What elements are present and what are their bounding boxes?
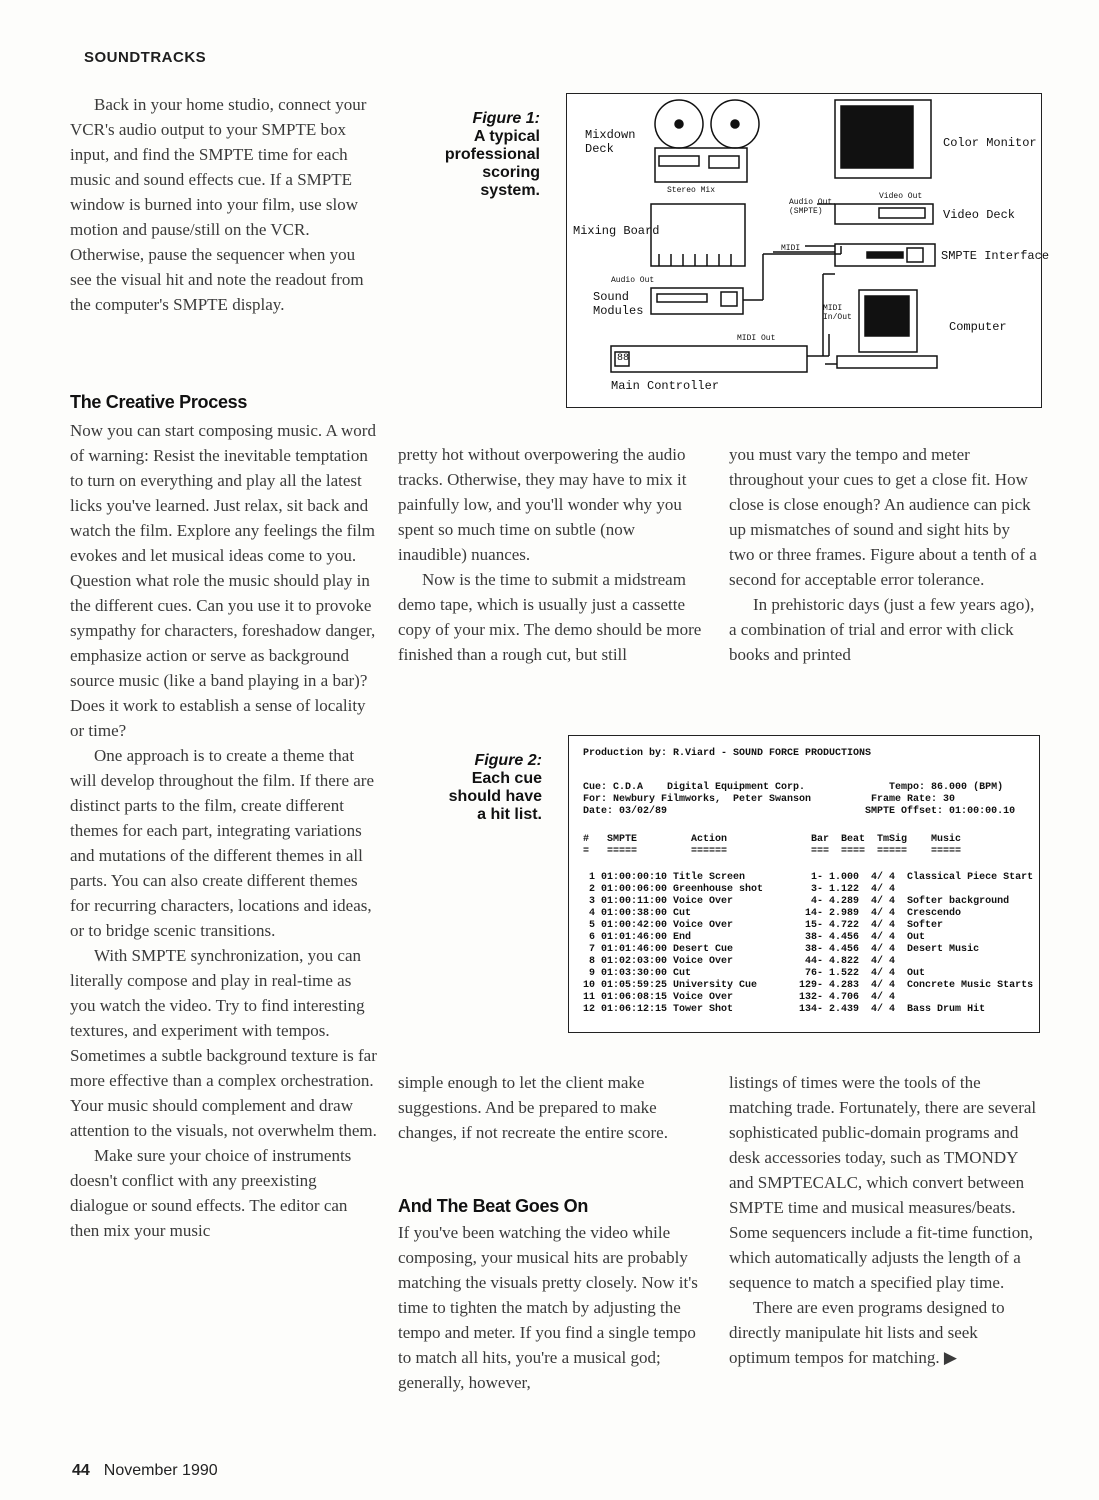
hit-list-line: 1 01:00:00:10 Title Screen 1- 1.000 4/ 4 Classical Piece Start xyxy=(583,872,1034,883)
hit-list-line: Cue: C.D.A Digital Equipment Corp. Tempo: 86.000 (BPM) xyxy=(583,782,1004,793)
label-smpte-interface: SMPTE Interface xyxy=(941,249,1050,263)
hit-list-line: 6 01:01:46:00 End 38- 4.456 4/ 4 Out xyxy=(583,932,926,943)
figure-2-text: Each cue should have a hit list. xyxy=(448,770,542,823)
figure-2-caption xyxy=(440,752,542,824)
paragraph: If you've been watching the video while composing, your musical hits are probably matching the visuals pretty closely. Now it's time to tighten the match by adjusting the tempo and meter. If you find a single tempo to match all hits, you're a musical god; generally, however, xyxy=(398,1223,698,1392)
label-mixdown-deck: Mixdown Deck xyxy=(585,128,636,156)
column-2-bottom xyxy=(398,1070,706,1145)
label-main-controller: Main Controller xyxy=(611,379,720,393)
column-3-bottom xyxy=(729,1070,1039,1370)
label-midi: MIDI xyxy=(781,244,801,253)
hit-list-line: 7 01:01:46:00 Desert Cue 38- 4.456 4/ 4 Desert Music xyxy=(583,944,980,955)
hit-list-line: 11 01:06:08:15 Voice Over 132- 4.706 4/ 4 xyxy=(583,992,896,1003)
label-video-out: Video Out xyxy=(879,192,923,201)
paragraph: Now is the time to submit a midstream demo tape, which is usually just a cassette copy of your mix. The demo should be more finished than a rough cut, but still xyxy=(398,570,702,664)
hit-list-line: Production by: R.Viard - SOUND FORCE PRODUCTIONS xyxy=(583,748,872,759)
label-computer: Computer xyxy=(949,320,1007,334)
issue-date: November 1990 xyxy=(103,1462,218,1479)
paragraph: With SMPTE synchronization, you can literally compose and play in real-time as you watch the video. Try to find interesting textures, and experiment with tempos. Sometimes a subtle background texture is far more effective than a complex orchestration. Your music should complement and draw attention to the visuals, not overwhelm them. xyxy=(70,946,377,1140)
figure-1-caption xyxy=(440,110,540,200)
figure-2-number: Figure 2: xyxy=(474,752,542,769)
hit-list-line: # SMPTE Action Bar Beat TmSig Music xyxy=(583,834,962,845)
column-1-body xyxy=(70,418,378,1243)
paragraph: you must vary the tempo and meter throughout your cues to get a close fit. How close is close enough? An audience can pick up mismatches of sound and sight hits by two or three frames. Figure about a tenth of a second for acceptable error tolerance. xyxy=(729,445,1037,589)
column-2-top xyxy=(398,442,706,667)
label-stereo-mix: Stereo Mix xyxy=(667,186,716,195)
folio xyxy=(72,1462,218,1480)
paragraph: In prehistoric days (just a few years ago), a combination of trial and error with click books and printed xyxy=(729,595,1035,664)
hit-list-line: 9 01:03:30:00 Cut 76- 1.522 4/ 4 Out xyxy=(583,968,926,979)
hit-list-line: = ===== ====== === ==== ===== ===== xyxy=(583,846,962,857)
hit-list-line: 4 01:00:38:00 Cut 14- 2.989 4/ 4 Crescendo xyxy=(583,908,962,919)
label-video-deck: Video Deck xyxy=(943,208,1016,222)
hit-list-line: 3 01:00:11:00 Voice Over 4- 4.289 4/ 4 Softer background xyxy=(583,896,1010,907)
heading-creative-process: The Creative Process xyxy=(70,392,248,412)
section-label: SOUNDTRACKS xyxy=(84,49,207,66)
label-audio-out: Audio Out xyxy=(611,276,655,285)
paragraph: simple enough to let the client make suggestions. And be prepared to make changes, if not recreate the entire score. xyxy=(398,1073,668,1142)
hit-list-line: 8 01:02:03:00 Voice Over 44- 4.822 4/ 4 xyxy=(583,956,896,967)
paragraph: There are even programs designed to directly manipulate hit lists and seek optimum tempos for matching. ▶ xyxy=(729,1298,1005,1367)
column-2-body xyxy=(398,1220,706,1395)
paragraph: Back in your home studio, connect your VCR's audio output to your SMPTE box input, and find the SMPTE time for each music and sound effects cue. If a SMPTE window is burned into your film, use slow motion and pause/still on the VCR. Otherwise, pause the sequencer when you see the visual hit and note the readout from the computer's SMPTE display. xyxy=(70,95,367,314)
column-1-top xyxy=(70,92,378,317)
figure-1-diagram xyxy=(566,93,1050,408)
hit-list-line: 10 01:05:59:25 University Cue 129- 4.283 4/ 4 Concrete Music Starts xyxy=(583,980,1034,991)
hit-list-line: For: Newbury Filmworks, Peter Swanson Frame Rate: 30 xyxy=(583,794,956,805)
hit-list-line: 5 01:00:42:00 Voice Over 15- 4.722 4/ 4 Softer xyxy=(583,920,944,931)
paragraph: pretty hot without overpowering the audio tracks. Otherwise, they may have to mix it painfully low, and you'll wonder why you spent so much time on subtle (now inaudible) nuances. xyxy=(398,445,687,564)
label-display-88: 88 xyxy=(617,353,630,364)
label-mixing-board: Mixing Board xyxy=(573,224,660,238)
paragraph: Now you can start composing music. A word of warning: Resist the inevitable temptation to turn on everything and play all the latest licks you've learned. Just relax, sit back and watch the film. Explore any feelings the film evokes and let musical ideas come to you. Question what role the music should play in the different cues. Can you use it to provoke sympathy for characters, foreshadow danger, emphasize action or serve as background source music (like a band playing in a bar)? Does it work to establish a sense of locality or time? xyxy=(70,421,376,740)
paragraph: One approach is to create a theme that will develop throughout the film. If there are distinct parts to the film, create different themes for each part, integrating variations and mutations of the different themes in all parts. You can also create different themes for recurring characters, locations and ideas, or to bridge scenic transitions. xyxy=(70,746,375,940)
figure-1-number: Figure 1: xyxy=(472,110,540,127)
label-sound-modules: Sound Modules xyxy=(593,290,644,318)
heading-beat-goes-on: And The Beat Goes On xyxy=(398,1196,589,1216)
label-midi-inout: MIDI In/Out xyxy=(823,304,852,322)
column-3-top xyxy=(729,442,1039,667)
label-midi-out: MIDI Out xyxy=(737,334,776,343)
hit-list-line: 12 01:06:12:15 Tower Shot 134- 2.439 4/ 4 Bass Drum Hit xyxy=(583,1004,986,1015)
figure-1-text: A typical professional scoring system. xyxy=(444,128,540,199)
label-color-monitor: Color Monitor xyxy=(943,136,1037,150)
page-number: 44 xyxy=(72,1462,90,1479)
paragraph: listings of times were the tools of the matching trade. Fortunately, there are several sophisticated public-domain programs and desk accessories today, such as TMONDY and SMPTECALC, which convert between SMPTE time and musical measures/beats. Some sequencers include a fit-time function, which automatically adjusts the length of a sequence to match a specified play time. xyxy=(729,1073,1037,1292)
label-audio-out-smpte: Audio Out (SMPTE) xyxy=(789,198,833,216)
paragraph: Make sure your choice of instruments doesn't conflict with any preexisting dialogue or sound effects. The editor can then mix your music xyxy=(70,1146,352,1240)
figure-2-hit-list xyxy=(568,735,1040,1033)
hit-list-line: Date: 03/02/89 SMPTE Offset: 01:00:00.10 xyxy=(583,806,1016,817)
hit-list-line: 2 01:00:06:00 Greenhouse shot 3- 1.122 4/ 4 xyxy=(583,884,896,895)
